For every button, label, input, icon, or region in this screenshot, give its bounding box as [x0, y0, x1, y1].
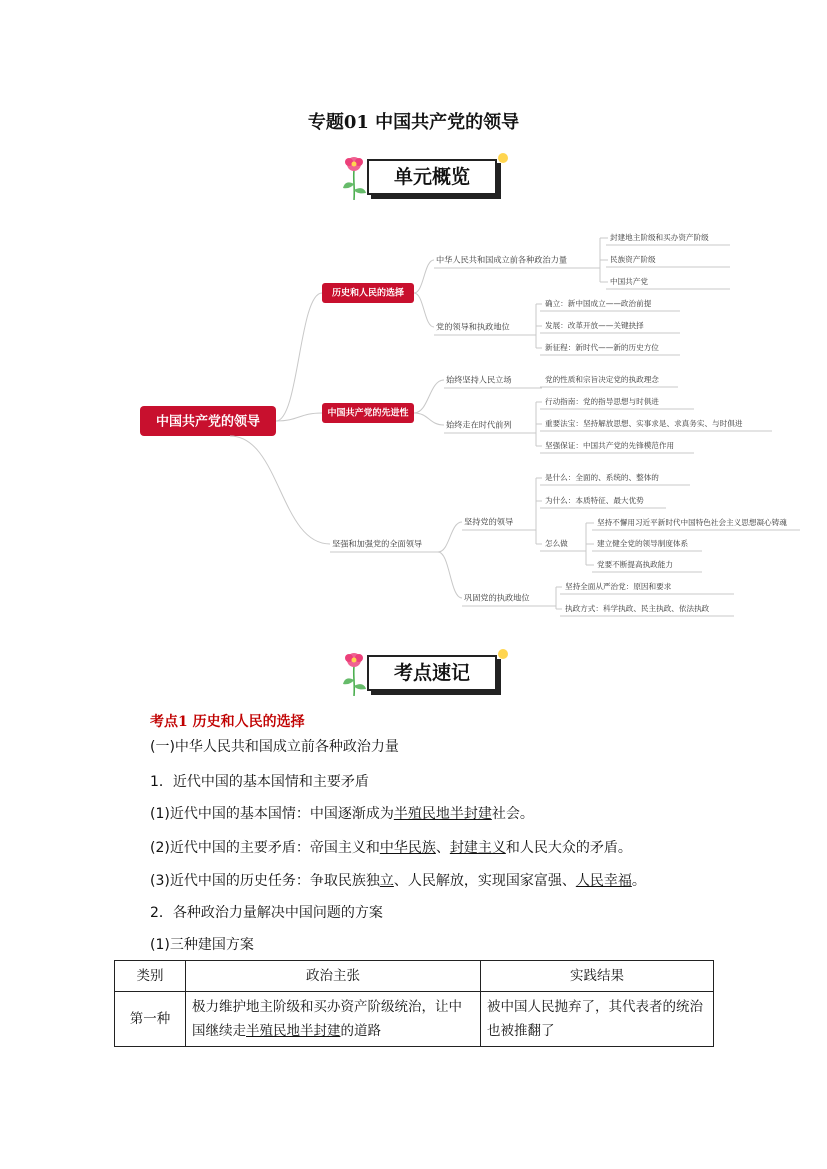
- topic-node-label: 中华人民共和国成立前各种政治力量: [436, 254, 568, 265]
- table-cell-result: 被中国人民抛弃了，其代表者的统治也被推翻了: [481, 992, 714, 1047]
- table-header-cell: 类别: [115, 961, 186, 992]
- leaf-node-label: 坚持全面从严治党：原因和要求: [565, 582, 672, 591]
- text-segment: 和人民大众的矛盾。: [505, 840, 632, 856]
- paragraph-basic-condition: [150, 804, 534, 824]
- connector-line: [414, 260, 434, 293]
- text-segment: 社会。: [491, 806, 534, 822]
- leaf-node-label: 是什么：全面的、系统的、整体的: [545, 473, 659, 482]
- table-cell-category: 第一种: [115, 992, 186, 1047]
- leaf-node-label: 确立：新中国成立——政治前提: [545, 299, 652, 308]
- branch-node-label: 坚强和加强党的全面领导: [332, 538, 423, 549]
- overview-banner-label: 单元概览: [367, 159, 497, 195]
- underlined-answer: 半殖民地半封建: [246, 1023, 341, 1039]
- branch-node-label: 中国共产党的先进性: [327, 408, 409, 419]
- leaf-node-label: 党的性质和宗旨决定党的执政理念: [545, 375, 659, 384]
- table-cell-claim: [186, 992, 481, 1047]
- topic-node-label: 始终走在时代前列: [446, 419, 512, 430]
- underlined-answer: 半殖民地半封建: [393, 806, 492, 822]
- branch-node-label: 历史和人民的选择: [331, 288, 405, 299]
- text-segment: 、: [435, 840, 450, 856]
- connector-line: [414, 413, 444, 425]
- item-2-heading: 2．各种政治力量解决中国问题的方案: [150, 905, 383, 921]
- topic-node-label: 始终坚持人民立场: [446, 374, 512, 385]
- topic-node-label: 党的领导和执政地位: [436, 321, 510, 332]
- text-segment: 。: [631, 873, 646, 889]
- underlined-answer: 封建主义: [449, 840, 506, 856]
- sun-icon: [495, 646, 511, 662]
- key-points-banner-label: 考点速记: [367, 655, 497, 691]
- connector-line: [438, 552, 462, 598]
- text-segment: (1)近代中国的基本国情：中国逐渐成为: [150, 806, 394, 822]
- connector-line: [438, 522, 462, 552]
- key-point-1-title: 考点1 历史和人民的选择: [150, 714, 305, 730]
- subsection-1-heading: (一)中华人民共和国成立前各种政治力量: [150, 739, 399, 755]
- leaf-node-label: 民族资产阶级: [610, 255, 656, 264]
- underlined-answer: 立: [379, 873, 394, 889]
- item-1-heading: 1．近代中国的基本国情和主要矛盾: [150, 774, 369, 790]
- root-node-label: 中国共产党的领导: [155, 414, 261, 430]
- sun-icon: [495, 150, 511, 166]
- leaf-node-label: 为什么：本质特征、最大优势: [545, 496, 644, 505]
- flower-icon: [339, 154, 369, 200]
- mind-map: [0, 220, 827, 620]
- leaf-node-label: 发展：改革开放——关键抉择: [545, 321, 644, 330]
- underlined-answer: 人民幸福: [575, 873, 632, 889]
- connector-line: [414, 293, 434, 327]
- leaf-node-label: 建立健全党的领导制度体系: [597, 539, 689, 548]
- connector-line: [414, 380, 444, 413]
- leaf-node-label: 封建地主阶级和买办资产阶级: [610, 233, 709, 242]
- leaf-node-label: 执政方式：科学执政、民主执政、依法执政: [565, 604, 710, 613]
- leaf-node-label: 坚强保证：中国共产党的先锋模范作用: [545, 441, 675, 450]
- text-segment: 的道路: [340, 1023, 381, 1039]
- text-segment: 、人民解放，实现国家富强、: [393, 873, 576, 889]
- topic-node-label: 坚持党的领导: [464, 516, 514, 527]
- text-segment: (3)近代中国的历史任务：争取民族独: [150, 873, 380, 889]
- leaf-node-label: 行动指南：党的指导思想与时俱进: [545, 397, 659, 406]
- leaf-node-label: 中国共产党: [610, 277, 648, 286]
- page-title: 专题01 中国共产党的领导: [307, 112, 520, 133]
- connector-line: [276, 293, 322, 421]
- table-header-cell: 实践结果: [481, 961, 714, 992]
- leaf-node-label: 党要不断提高执政能力: [597, 560, 673, 569]
- founding-plans-table: [114, 960, 714, 1047]
- topic-node-label: 巩固党的执政地位: [464, 592, 530, 603]
- connector-line: [230, 436, 330, 544]
- table-header-row: [115, 961, 714, 992]
- table-header-cell: 政治主张: [186, 961, 481, 992]
- underlined-answer: 中华民族: [379, 840, 436, 856]
- leaf-node-label: 新征程：新时代——新的历史方位: [545, 343, 659, 352]
- table-row: [115, 992, 714, 1047]
- paragraph-historical-task: [150, 871, 646, 891]
- paragraph-main-contradiction: [150, 838, 632, 858]
- paragraph-three-plans: (1)三种建国方案: [150, 937, 254, 953]
- text-segment: (2)近代中国的主要矛盾：帝国主义和: [150, 840, 380, 856]
- overview-banner: [345, 152, 525, 202]
- key-points-banner: [345, 648, 525, 698]
- leaf-node-label: 怎么做: [545, 539, 568, 548]
- leaf-node-label: 重要法宝：坚持解放思想、实事求是、求真务实、与时俱进: [545, 419, 743, 428]
- flower-icon: [339, 650, 369, 696]
- text-segment: 极力维护地主阶级和买办资产阶级统治，让中国继续走: [192, 999, 462, 1039]
- leaf-node-label: 坚持不懈用习近平新时代中国特色社会主义思想凝心铸魂: [597, 518, 787, 527]
